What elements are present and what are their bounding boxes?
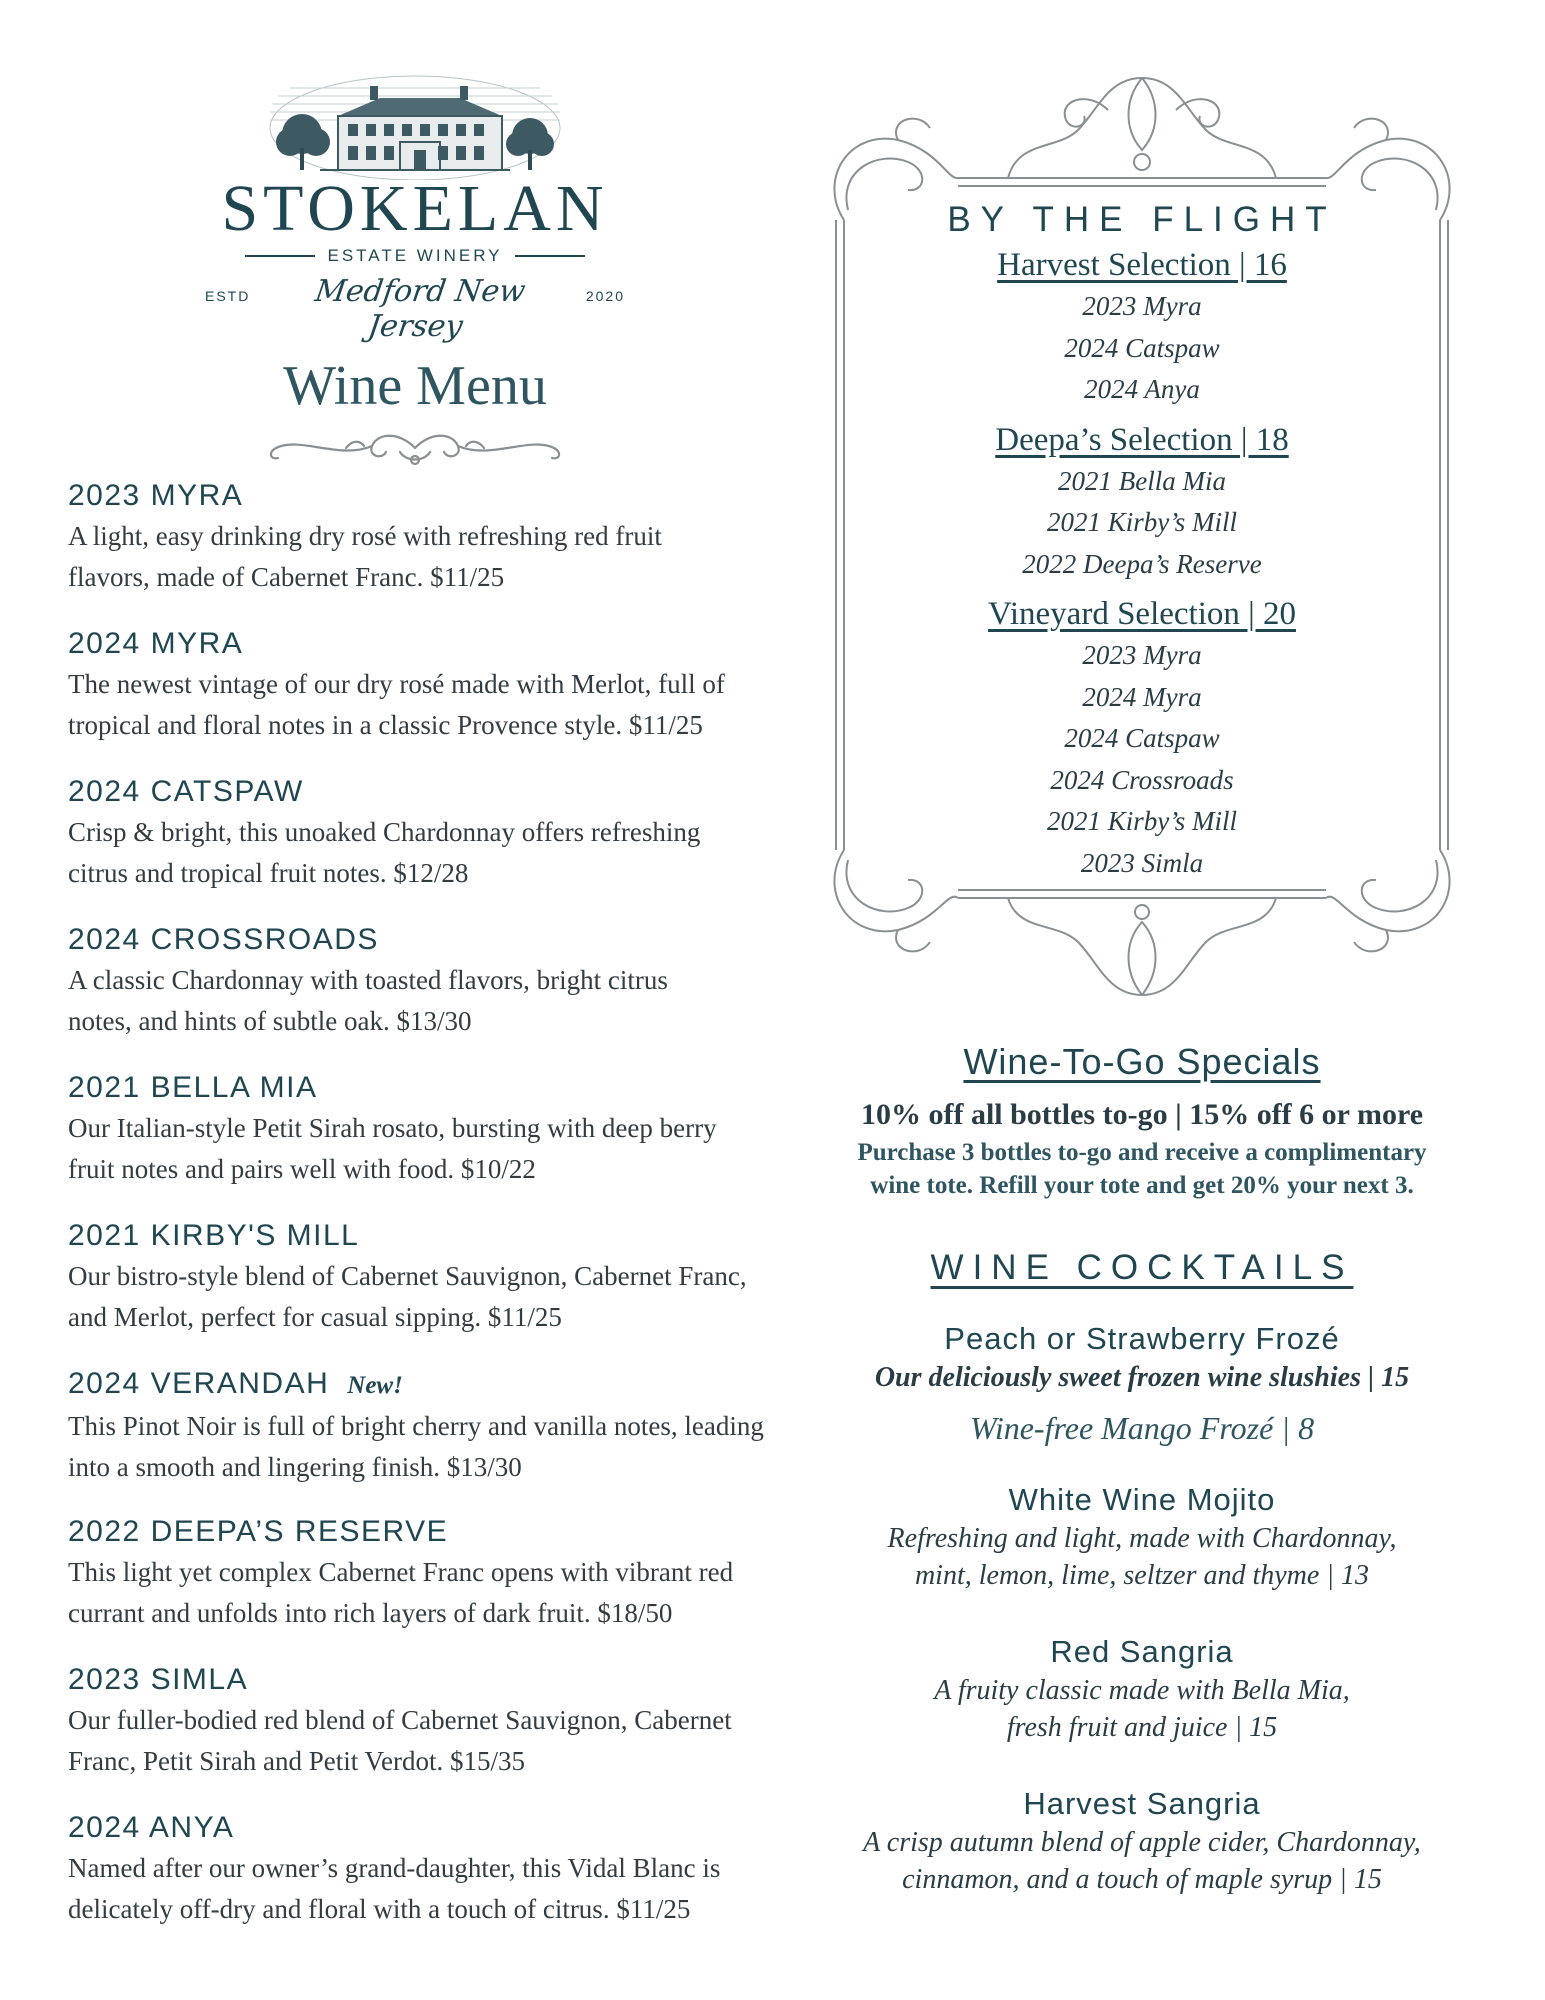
wine-item xyxy=(68,1808,808,1956)
cocktail-item xyxy=(808,1632,1476,1746)
flight-wine: 2024 Anya xyxy=(1084,374,1200,404)
wine-name: 2024 MYRA xyxy=(68,627,244,660)
wine-name: 2021 BELLA MIA xyxy=(68,1071,318,1104)
flight-wine: 2022 Deepa’s Reserve xyxy=(1022,548,1262,579)
wine-item xyxy=(68,1660,808,1808)
wine-description: This Pinot Noir is full of bright cherry and vanilla notes, leading into a smooth and lingering finish. $13/30 xyxy=(68,1411,764,1482)
wine-name: 2023 SIMLA xyxy=(68,1663,249,1696)
flight-group-title: Harvest Selection | 16 xyxy=(997,247,1287,283)
cocktail-description: mint, lemon, lime, seltzer and thyme | 13 xyxy=(914,1560,1370,1591)
wine-description: Our Italian-style Petit Sirah rosato, bursting with deep berry fruit notes and pairs well with food. $10/22 xyxy=(68,1113,717,1184)
flight-wine: 2023 Simla xyxy=(1080,847,1204,878)
est-label: ESTD xyxy=(205,288,251,304)
cocktail-name: Red Sangria xyxy=(1050,1634,1234,1669)
brand-location: Medford New Jersey xyxy=(313,274,528,344)
wine-name-text: 2024 VERANDAH xyxy=(68,1367,330,1400)
wine-name: 2021 KIRBY'S MILL xyxy=(68,1219,360,1252)
cocktail-name: Harvest Sangria xyxy=(1023,1786,1261,1821)
togo-note-line: wine tote. Refill your tote and get 20% your next 3. xyxy=(870,1172,1414,1199)
flight-wine: 2023 Myra xyxy=(1082,291,1202,321)
wine-description: This light yet complex Cabernet Franc opens with vibrant red currant and unfolds into rich layers of dark fruit. $18/50 xyxy=(68,1557,734,1628)
cocktail-description: A fruity classic made with Bella Mia, xyxy=(934,1675,1350,1706)
flight-wine: 2024 Myra xyxy=(1082,681,1202,712)
flight-heading: BY THE FLIGHT xyxy=(947,200,1337,239)
new-badge: New! xyxy=(347,1372,403,1399)
cocktail-alternative: Wine-free Mango Frozé | 8 xyxy=(969,1410,1315,1446)
wine-item xyxy=(68,772,808,920)
flight-panel xyxy=(808,70,1476,1005)
flight-wine: 2024 Catspaw xyxy=(1064,723,1220,753)
flight-wine: 2021 Bella Mia xyxy=(1058,465,1226,496)
wine-name: 2024 ANYA xyxy=(68,1811,235,1844)
wine-item xyxy=(68,1068,808,1216)
flight-wine: 2024 Catspaw xyxy=(1064,332,1220,363)
rule-right xyxy=(515,255,585,257)
flight-wine: 2023 Myra xyxy=(1082,640,1202,670)
page-title: Wine Menu xyxy=(283,355,547,417)
cocktail-description: A crisp autumn blend of apple cider, Chardonnay, xyxy=(863,1827,1421,1858)
wine-description: A light, easy drinking dry rosé with refreshing red fruit flavors, made of Cabernet Franc. $11/25 xyxy=(68,521,662,592)
togo-title: Wine-To-Go Specials xyxy=(963,1041,1321,1082)
wine-description: Named after our owner’s grand-daughter, this Vidal Blanc is delicately off-dry and floral with a touch of citrus. $11/25 xyxy=(68,1853,721,1924)
togo-note-line: Purchase 3 bottles to-go and receive a complimentary xyxy=(857,1139,1427,1166)
brand-logo xyxy=(205,68,625,470)
wine-description: The newest vintage of our dry rosé made with Merlot, full of tropical and floral notes in a classic Provence style. $11/25 xyxy=(68,669,725,740)
estate-house-icon xyxy=(260,68,570,180)
flight-wine: 2024 Crossroads xyxy=(1050,764,1234,795)
cocktail-description: Refreshing and light, made with Chardonnay, xyxy=(887,1523,1397,1554)
togo-note xyxy=(808,1136,1476,1202)
wine-description: Our fuller-bodied red blend of Cabernet Sauvignon, Cabernet Franc, Petit Sirah and Petit Verdot. $15/35 xyxy=(68,1705,732,1776)
wine-item xyxy=(68,624,808,772)
wine-item xyxy=(68,920,808,1068)
cocktail-description: fresh fruit and juice | 15 xyxy=(1006,1712,1278,1743)
cocktails-title: WINE COCKTAILS xyxy=(930,1248,1354,1287)
wine-item xyxy=(68,476,808,624)
flight-group-title: Deepa’s Selection | 18 xyxy=(995,421,1289,458)
cocktail-item xyxy=(808,1480,1476,1594)
flight-group xyxy=(808,419,1476,586)
cocktail-name: Peach or Strawberry Frozé xyxy=(944,1321,1340,1356)
cocktail-description: cinnamon, and a touch of maple syrup | 15 xyxy=(902,1864,1382,1895)
cocktail-name: White Wine Mojito xyxy=(1008,1482,1276,1517)
wine-name: 2022 DEEPA’S RESERVE xyxy=(68,1515,449,1548)
wine-name: 2024 CATSPAW xyxy=(68,775,304,808)
wine-name: 2023 MYRA xyxy=(68,479,244,512)
wine-cocktails xyxy=(808,1245,1476,1898)
togo-discount: 10% off all bottles to-go | 15% off 6 or more xyxy=(860,1098,1424,1131)
cocktail-item xyxy=(808,1319,1476,1450)
rule-left xyxy=(245,255,315,257)
wine-item xyxy=(68,1364,808,1512)
scroll-flourish-icon xyxy=(260,426,570,470)
flight-group xyxy=(808,244,1476,411)
wine-name: 2024 CROSSROADS xyxy=(68,923,379,956)
wine-list xyxy=(68,476,808,1956)
flight-wine: 2021 Kirby’s Mill xyxy=(1046,806,1237,836)
flight-wine: 2021 Kirby’s Mill xyxy=(1046,507,1237,537)
cocktail-description: Our deliciously sweet frozen wine slushies | 15 xyxy=(874,1362,1410,1393)
brand-subtitle: ESTATE WINERY xyxy=(327,246,503,265)
wine-item xyxy=(68,1512,808,1660)
wine-description: A classic Chardonnay with toasted flavors, bright citrus notes, and hints of subtle oak. $13/30 xyxy=(68,965,668,1036)
wine-item xyxy=(68,1216,808,1364)
flight-group-title: Vineyard Selection | 20 xyxy=(988,596,1296,632)
wine-name xyxy=(68,1364,808,1406)
wine-description: Our bistro-style blend of Cabernet Sauvignon, Cabernet Franc, and Merlot, perfect for casual sipping. $11/25 xyxy=(68,1261,747,1332)
togo-specials xyxy=(808,1038,1476,1202)
est-year: 2020 xyxy=(585,288,625,304)
cocktail-item xyxy=(808,1784,1476,1898)
flight-group xyxy=(808,593,1476,884)
brand-name: STOKELAN xyxy=(221,172,609,245)
wine-description: Crisp & bright, this unoaked Chardonnay offers refreshing citrus and tropical fruit notes. $12/28 xyxy=(68,817,701,888)
